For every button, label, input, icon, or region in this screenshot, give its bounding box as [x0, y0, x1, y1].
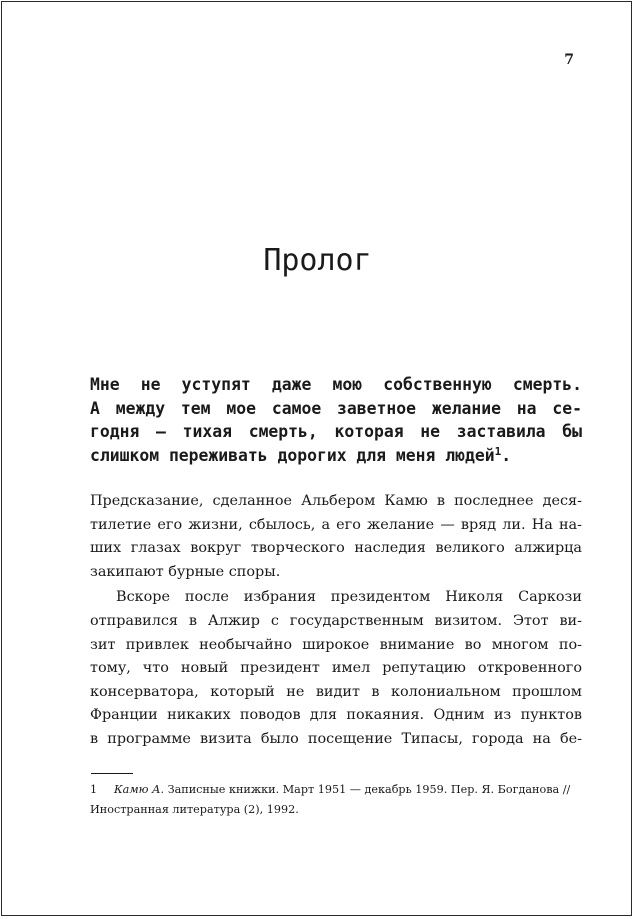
text-line: Франции никаких поводов для покаяния. Одним из пунктов	[90, 707, 582, 724]
text-line: в программе визита было посещение Типасы, города на бе-	[90, 730, 582, 747]
page-number: 7	[564, 52, 574, 68]
epigraph-line: Мне не уступят даже мою собственную смерть.	[90, 375, 582, 394]
text-line: консерватора, который не видит в колониальном прошлом	[90, 683, 582, 700]
text-line: тилетие его жизни, сбылось, а его желание — вряд ли. На на-	[90, 516, 582, 533]
text-line: Вскоре после избрания президентом Николя Саркози	[116, 589, 582, 606]
footnotes	[90, 780, 584, 819]
body-text	[90, 490, 582, 752]
paragraph	[90, 586, 582, 751]
epigraph-last-line	[90, 444, 582, 468]
footnote-text: Записные книжки. Март 1951 — декабрь 1959. Пер. Я. Богданова //	[167, 783, 571, 796]
epigraph-end-punctuation: .	[501, 445, 512, 465]
epigraph-line: А между тем мое самое заветное желание на се-	[90, 398, 582, 418]
footnote-reference[interactable]: 1	[494, 444, 502, 458]
footnote	[90, 780, 584, 800]
book-page	[1, 1, 632, 916]
epigraph-line: слишком переживать дорогих для меня людей	[90, 445, 495, 465]
footnote-author: Камю А.	[114, 783, 165, 796]
footnote-number: 1	[90, 783, 98, 796]
text-line: Предсказание, сделанное Альбером Камю в последнее деся-	[90, 493, 582, 509]
paragraph	[90, 490, 582, 584]
epigraph	[90, 373, 582, 467]
chapter-title: Пролог	[263, 243, 372, 278]
text-line: тому, что новый президент имел репутацию откровенного	[90, 660, 582, 677]
text-line: ших глазах вокруг творческого наследия великого алжирца	[90, 540, 582, 557]
epigraph-line: годня — тихая смерть, которая не заставила бы	[90, 422, 582, 441]
text-line: зит привлек необычайно широкое внимание во многом по-	[90, 636, 582, 653]
text-line: закипают бурные споры.	[90, 563, 281, 580]
footnote-continuation: Иностранная литература (2), 1992.	[90, 802, 299, 816]
text-line: отправился в Алжир с государственным визитом. Этот ви-	[90, 612, 582, 629]
footnote-separator	[91, 773, 133, 774]
